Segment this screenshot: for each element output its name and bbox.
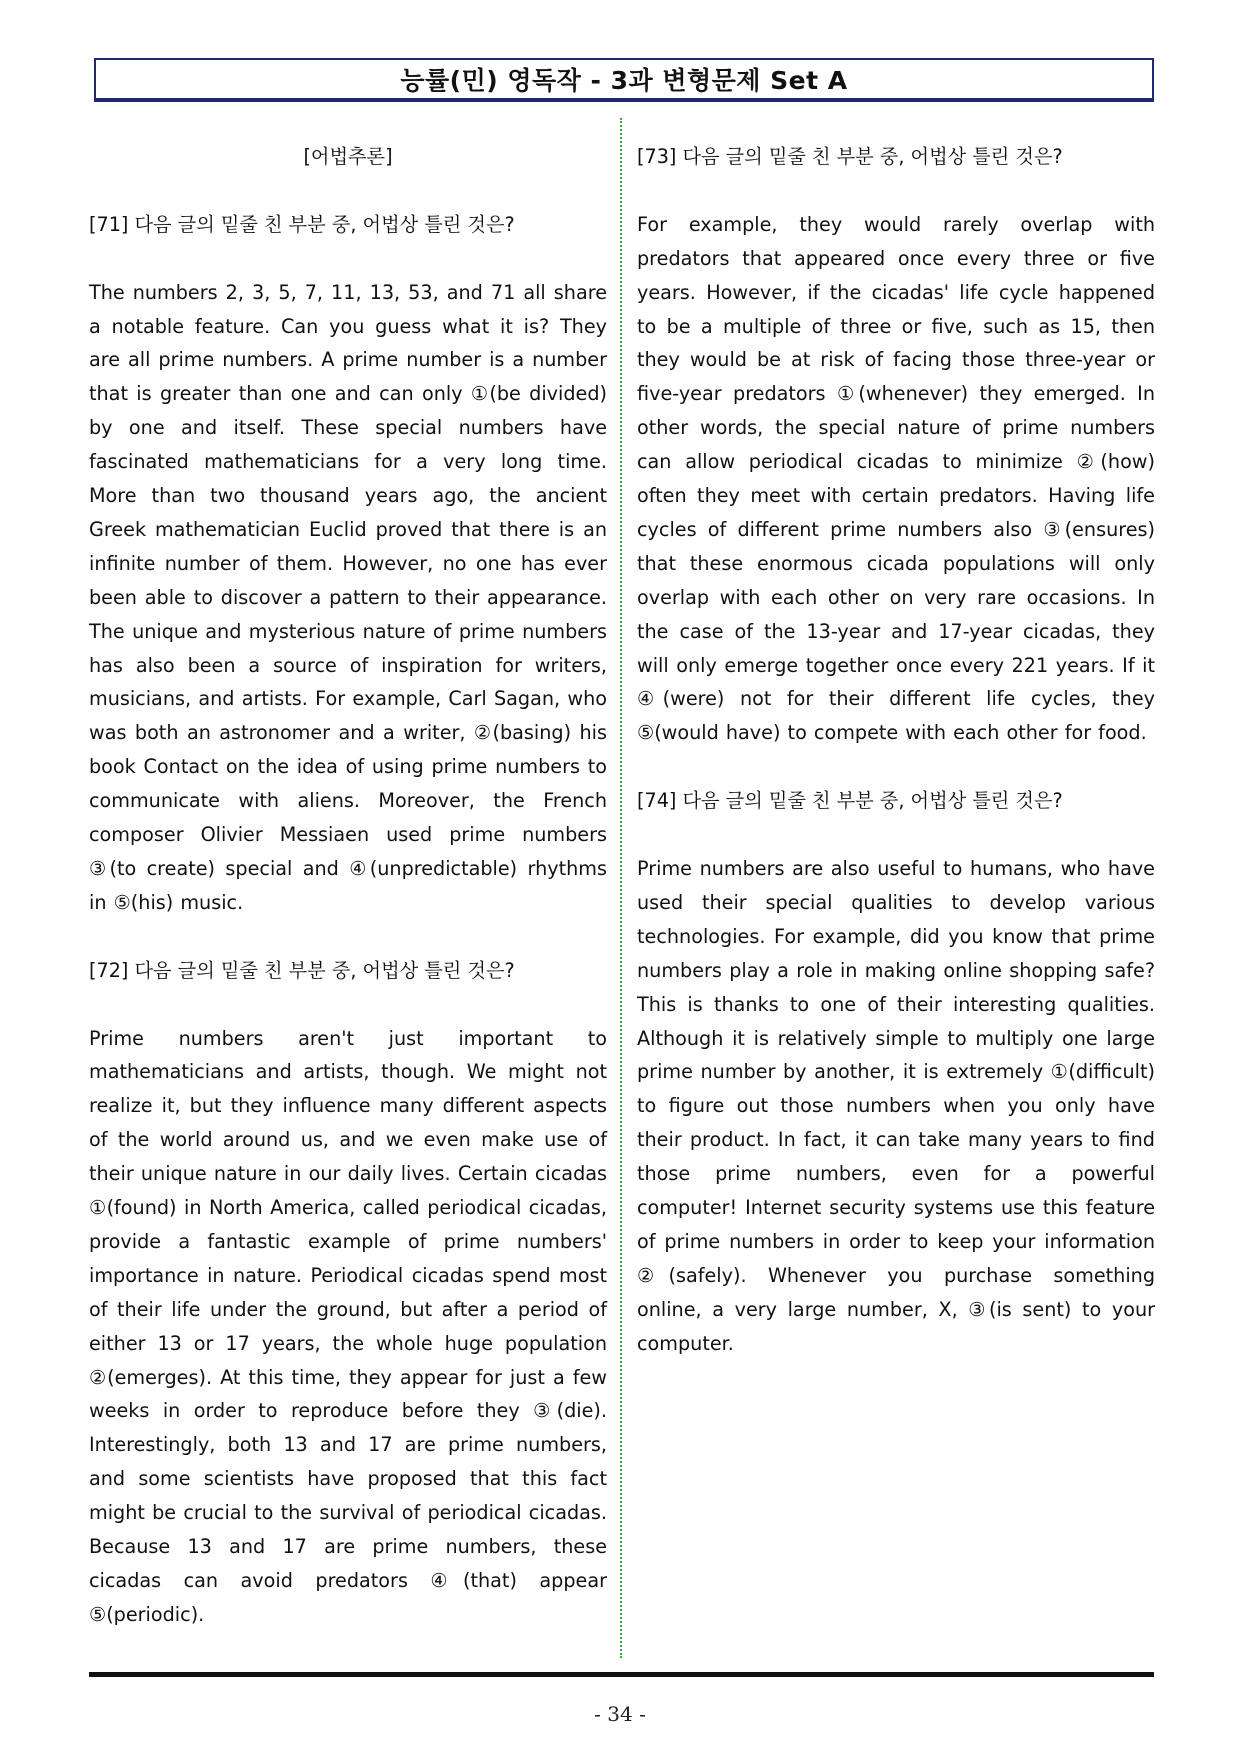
section-heading: [어법추론] [303, 145, 393, 168]
question-72-passage: Prime numbers aren't just important to mathematicians and artists, though. We might not realize it, but they influence many different aspects of the world around us, and we even make use of their unique nature in our daily lives. Certain cicadas ①(found) in North America, called periodical cicadas, provide a fantastic example of prime numbers' importance in nature. Periodical cicadas spend most of their life under the ground, but after a period of either 13 or 17 years, the whole huge population ②(emerges). At this time, they appear for just a few weeks in order to reproduce before they ③(die). Interestingly, both 13 and 17 are prime numbers, and some scientists have proposed that this fact might be crucial to the survival of periodical cicadas. Because 13 and 17 are prime numbers, these cicadas can avoid predators ④(that) appear ⑤(periodic). [89, 1026, 607, 1626]
question-74-prompt: [74] 다음 글의 밑줄 친 부분 중, 어법상 틀린 것은? [637, 789, 1063, 813]
footer-rule [89, 1672, 1154, 1677]
page-title: 능률(민) 영독작 - 3과 변형문제 Set A [400, 66, 848, 95]
right-column [637, 140, 1155, 1394]
question-71-prompt: [71] 다음 글의 밑줄 친 부분 중, 어법상 틀린 것은? [89, 212, 515, 236]
question-74-passage: Prime numbers are also useful to humans, who have used their special qualities to develop various technologies. For example, did you know that prime numbers play a role in making online shopping safe? This is thanks to one of their interesting qualities. Although it is relatively simple to multiply one large prime number by another, it is extremely ①(difficult) to figure out those numbers when you only have their product. In fact, it can take many years to find those prime numbers, even for a powerful computer! Internet security systems use this feature of prime numbers in order to keep your information ②(safely). Whenever you purchase something online, a very large number, X, ③(is sent) to your computer. [637, 856, 1155, 1355]
left-column [89, 140, 607, 1666]
header-box [94, 58, 1154, 102]
column-divider [620, 118, 622, 1658]
question-73-prompt: [73] 다음 글의 밑줄 친 부분 중, 어법상 틀린 것은? [637, 145, 1063, 168]
page-number: - 34 - [594, 1702, 646, 1726]
question-71-passage: The numbers 2, 3, 5, 7, 11, 13, 53, and 71 all share a notable feature. Can you guess what it is? They are all prime numbers. A prime number is a number that is greater than one and can only ①(be divided) by one and itself. These special numbers have fascinated mathematicians for a very long time. More than two thousand years ago, the ancient Greek mathematician Euclid proved that there is an infinite number of them. However, no one has ever been able to discover a pattern to their appearance. The unique and mysterious nature of prime numbers has also been a source of inspiration for writers, musicians, and artists. For example, Carl Sagan, who was both an astronomer and a writer, ②(basing) his book Contact on the idea of using prime numbers to communicate with aliens. Moreover, the French composer Olivier Messiaen used prime numbers ③(to create) special and ④(unpredictable) rhythms in ⑤(his) music. [89, 280, 607, 914]
question-73-passage: For example, they would rarely overlap with predators that appeared once every three or five years. However, if the cicadas' life cycle happened to be a multiple of three or five, such as 15, then they would be at risk of facing those three-year or five-year predators ①(whenever) they emerged. In other words, the special nature of prime numbers can allow periodical cicadas to minimize ②(how) often they meet with certain predators. Having life cycles of different prime numbers also ③(ensures) that these enormous cicada populations will only overlap with each other on very rare occasions. In the case of the 13-year and 17-year cicadas, they will only emerge together once every 221 years. If it ④(were) not for their different life cycles, they ⑤(would have) to compete with each other for food. [637, 212, 1155, 745]
question-72-prompt: [72] 다음 글의 밑줄 친 부분 중, 어법상 틀린 것은? [89, 958, 515, 982]
